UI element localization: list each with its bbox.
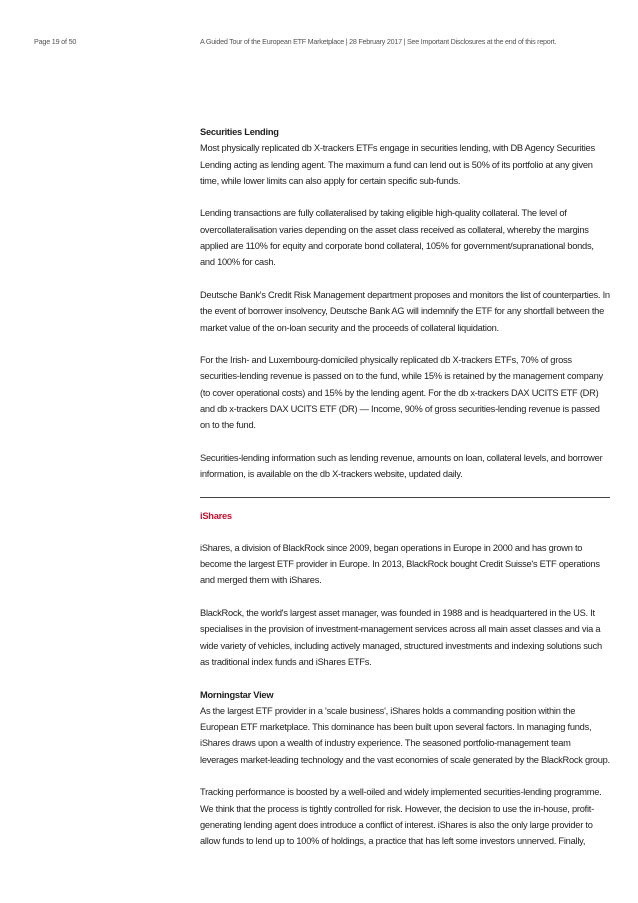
running-header: A Guided Tour of the European ETF Marketplace | 28 February 2017 | See Important Disclosures at the end of this report.: [200, 37, 557, 46]
page-number: Page 19 of 50: [34, 37, 77, 46]
main-content: [200, 124, 610, 866]
paragraph: Tracking performance is boosted by a well-oiled and widely implemented securities-lending programme. We think that the process is tightly controlled for risk. However, the decision to use the in-house, profit-generating lending agent does introduce a conflict of interest. iShares is also the only large provider to allow funds to lend up to 100% of holdings, a practice that has left some investors unnerved. Finally,: [200, 787, 602, 847]
paragraph: Most physically replicated db X-trackers ETFs engage in securities lending, with DB Agency Securities Lending acting as lending agent. The maximum a fund can lend out is 50% of its portfolio at any given time, while lower limits can also apply for certain specific sub-funds.: [200, 143, 595, 186]
paragraph: As the largest ETF provider in a 'scale business', iShares holds a commanding position within the European ETF marketplace. This dominance has been built upon several factors. In managing funds, iShares draws upon a wealth of industry experience. The seasoned portfolio-management team leverages market-leading technology and the vast economies of scale generated by the BlackRock group.: [200, 705, 610, 765]
morningstar-view-heading: Morningstar View: [200, 689, 274, 700]
paragraph: Lending transactions are fully collateralised by taking eligible high-quality collateral. The level of overcollateralisation varies depending on the asset class received as collateral, whereby the margins applied are 110% for equity and corporate bond collateral, 105% for government/supranational bonds, and 100% for cash.: [200, 208, 594, 268]
section-divider: [200, 497, 610, 498]
paragraph: BlackRock, the world's largest asset manager, was founded in 1988 and is headquartered in the US. It specialises in the provision of investment-management services across all main asset classes and via a wide variety of vehicles, including actively managed, structured investments and indexing solutions such as traditional index funds and iShares ETFs.: [200, 608, 602, 667]
paragraph: Deutsche Bank's Credit Risk Management department proposes and monitors the list of counterparties. In the event of borrower insolvency, Deutsche Bank AG will indemnify the ETF for any shortfall between the market value of the on-loan security and the proceeds of collateral liquidation.: [200, 289, 610, 333]
securities-lending-heading: Securities Lending: [200, 127, 279, 137]
ishares-heading: iShares: [200, 510, 232, 521]
paragraph: For the Irish- and Luxembourg-domiciled physically replicated db X-trackers ETFs, 70% of gross securities-lending revenue is passed on to the fund, while 15% is retained by the management company (to cover operational costs) and 15% by the lending agent. For the db x-trackers DAX UCITS ETF (DR) and db x-trackers DAX UCITS ETF (DR) — Income, 90% of gross securities-lending revenue is passed on to the fund.: [200, 355, 603, 431]
paragraph: Securities-lending information such as lending revenue, amounts on loan, collateral levels, and borrower information, is available on the db X-trackers website, updated daily.: [200, 452, 603, 480]
paragraph: iShares, a division of BlackRock since 2009, began operations in Europe in 2000 and has grown to become the largest ETF provider in Europe. In 2013, BlackRock bought Credit Suisse's ETF operations and merged them with iShares.: [200, 542, 600, 586]
